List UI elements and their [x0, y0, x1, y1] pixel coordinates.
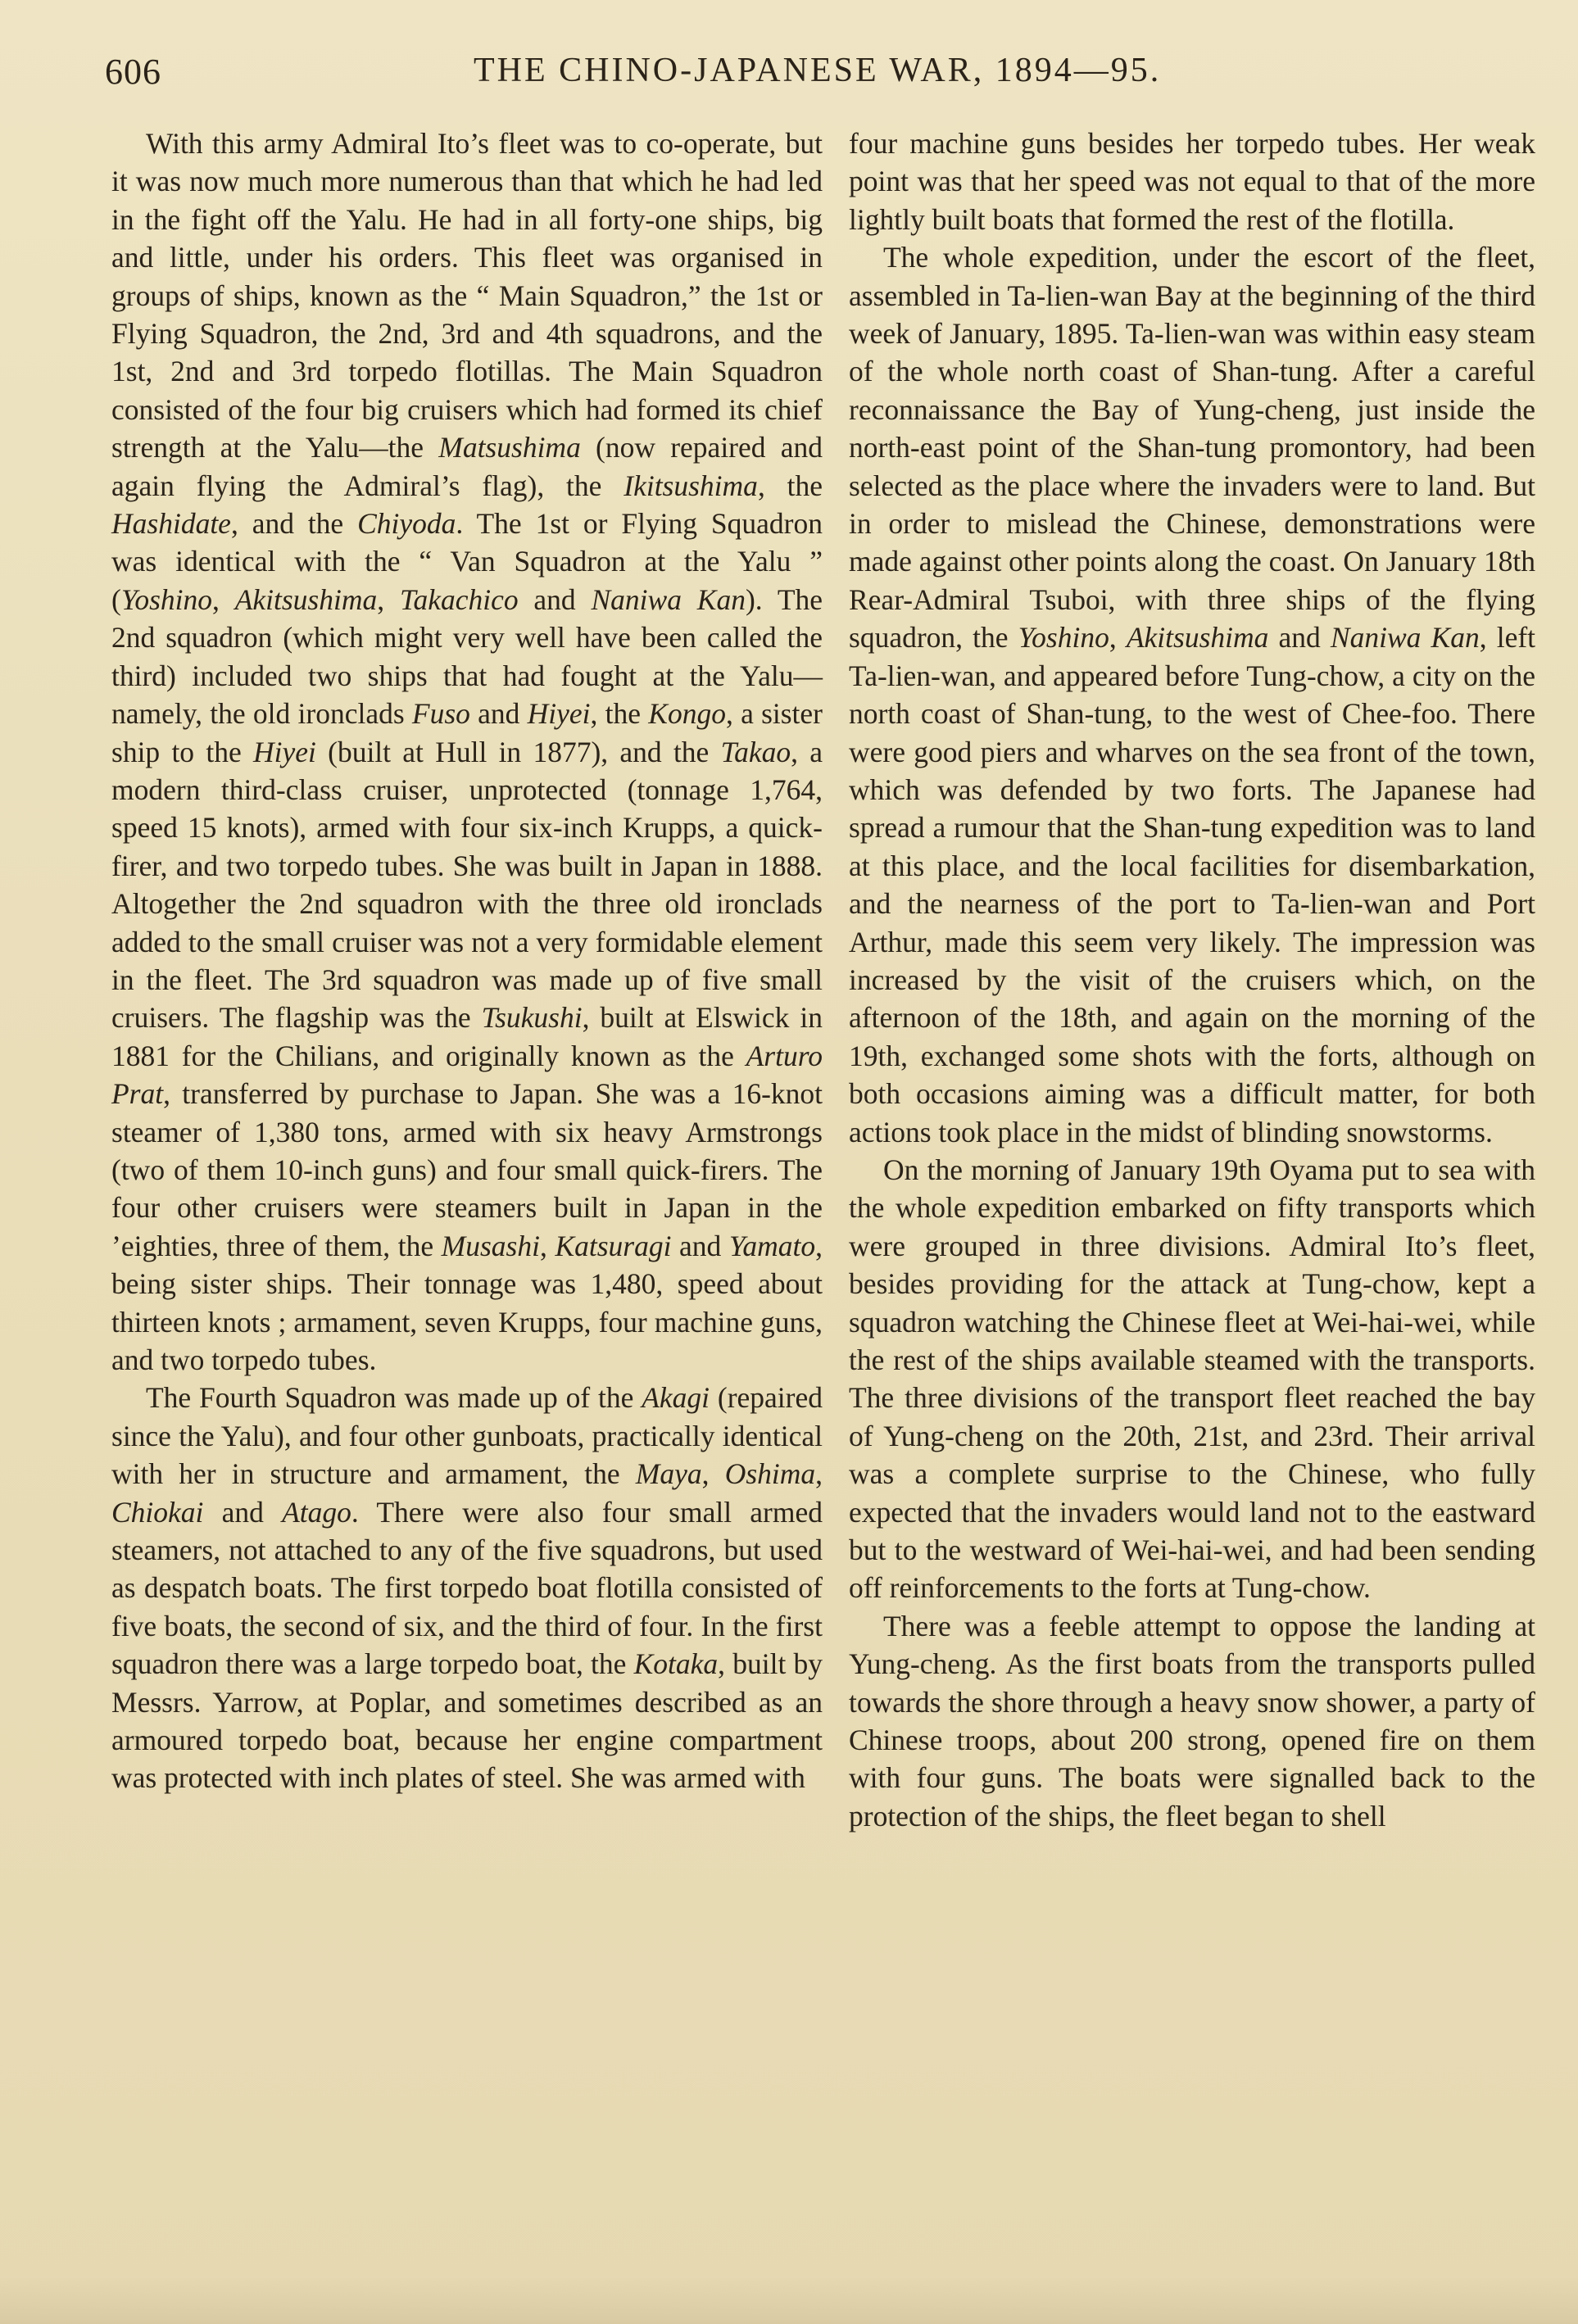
paragraph: four machine guns besides her torpedo tubes. Her weak point was that her speed was not equal to that of the more lightly built boats that formed the rest of the flotilla. [849, 127, 1535, 236]
paragraph: On the morning of January 19th Oyama put to sea with the whole expedition embarked on fifty transports which were grouped in three divisions. Admiral Ito’s fleet, besides providing for the attack at Tung-chow, kept a squadron watching the Chinese fleet at Wei-hai-wei, while the rest of the ships available steamed with the transports. The three divisions of the transport fleet reached the bay of Yung-cheng on the 20th, 21st, and 23rd. Their arrival was a complete surprise to the Chinese, who fully expected that the invaders would land not to the eastward but to the westward of Wei-hai-wei, and had been sending off reinforcements to the forts at Tung-chow. [849, 1153, 1535, 1605]
page-number: 606 [105, 52, 161, 92]
page-shadow [0, 2275, 1578, 2324]
left-column [111, 125, 823, 1797]
page-header [105, 51, 1490, 100]
paragraph: There was a feeble attempt to oppose the landing at Yung-cheng. As the first boats from the transports pulled towards the shore through a heavy snow shower, a party of Chinese troops, about 200 strong, opened fire on them with four guns. The boats were signalled back to the protection of the ships, the fleet began to shell [849, 1609, 1535, 1832]
running-head: THE CHINO-JAPANESE WAR, 1894—95. [474, 52, 1162, 89]
paragraph: The whole expedition, under the escort of the fleet, assembled in Ta-lien-wan Bay at the beginning of the third week of January, 1895. Ta-lien-wan was within easy steam of the whole north coast of Shan-tung. After a careful reconnaissance the Bay of Yung-cheng, just inside the north-east point of the Shan-tung promontory, had been selected as the place where the invaders were to land. But in order to mislead the Chinese, demonstrations were made against other points along the coast. On January 18th Rear-Admiral Tsuboi, with three ships of the flying squadron, the Yoshino, Akitsushima and Naniwa Kan, left Ta-lien-wan, and appeared before Tung-chow, a city on the north coast of Shan-tung, to the west of Chee-foo. There were good piers and wharves on the sea front of the town, which was defended by two forts. The Japanese had spread a rumour that the Shan-tung expedition was to land at this place, and the local facilities for disembarkation, and the nearness of the port to Ta-lien-wan and Port Arthur, made this seem very likely. The impression was increased by the visit of the cruisers which, on the afternoon of the 18th, and again on the morning of the 19th, exchanged some shots with the forts, although on both occasions aiming was a difficult matter, for both actions took place in the midst of blinding snowstorms. [849, 241, 1536, 1148]
paragraph: The Fourth Squadron was made up of the Akagi (repaired since the Yalu), and four other gunboats, practically identical with her in structure and armament, the Maya, Oshima, Chiokai and Atago. There were also four small armed steamers, not attached to any of the five squadrons, but used as despatch boats. The first torpedo boat flotilla consisted of five boats, the second of six, and the third of four. In the first squadron there was a large torpedo boat, the Kotaka, built by Messrs. Yarrow, at Poplar, and sometimes described as an armoured torpedo boat, because her engine compartment was protected with inch plates of steel. She was armed with [111, 1381, 823, 1795]
paragraph: With this army Admiral Ito’s fleet was to co-operate, but it was now much more numerous than that which he had led in the fight off the Yalu. He had in all forty-one ships, big and little, under his orders. This fleet was organised in groups of ships, known as the “ Main Squadron,” the 1st or Flying Squadron, the 2nd, 3rd and 4th squadrons, and the 1st, 2nd and 3rd torpedo flotillas. The Main Squadron consisted of the four big cruisers which had formed its chief strength at the Yalu—the Matsushima (now repaired and again flying the Admiral’s flag), the Ikitsushima, the Hashidate, and the Chiyoda. The 1st or Flying Squadron was identical with the “ Van Squadron at the Yalu ” (Yoshino, Akitsushima, Takachico and Naniwa Kan). The 2nd squadron (which might very well have been called the third) included two ships that had fought at the Yalu—namely, the old ironclads Fuso and Hiyei, the Kongo, a sister ship to the Hiyei (built at Hull in 1877), and the Takao, a modern third-class cruiser, unprotected (tonnage 1,764, speed 15 knots), armed with four six-inch Krupps, a quick-firer, and two torpedo tubes. She was built in Japan in 1888. Altogether the 2nd squadron with the three old ironclads added to the small cruiser was not a very formidable element in the fleet. The 3rd squadron was made up of five small cruisers. The flagship was the Tsukushi, built at Elswick in 1881 for the Chilians, and originally known as the Arturo Prat, transferred by purchase to Japan. She was a 16-knot steamer of 1,380 tons, armed with six heavy Armstrongs (two of them 10-inch guns) and four small quick-firers. The four other cruisers were steamers built in Japan in the ’eighties, three of them, the Musashi, Katsuragi and Yamato, being sister ships. Their tonnage was 1,480, speed about thirteen knots ; armament, seven Krupps, four machine guns, and two torpedo tubes. [111, 127, 823, 1376]
right-column [849, 125, 1535, 1835]
